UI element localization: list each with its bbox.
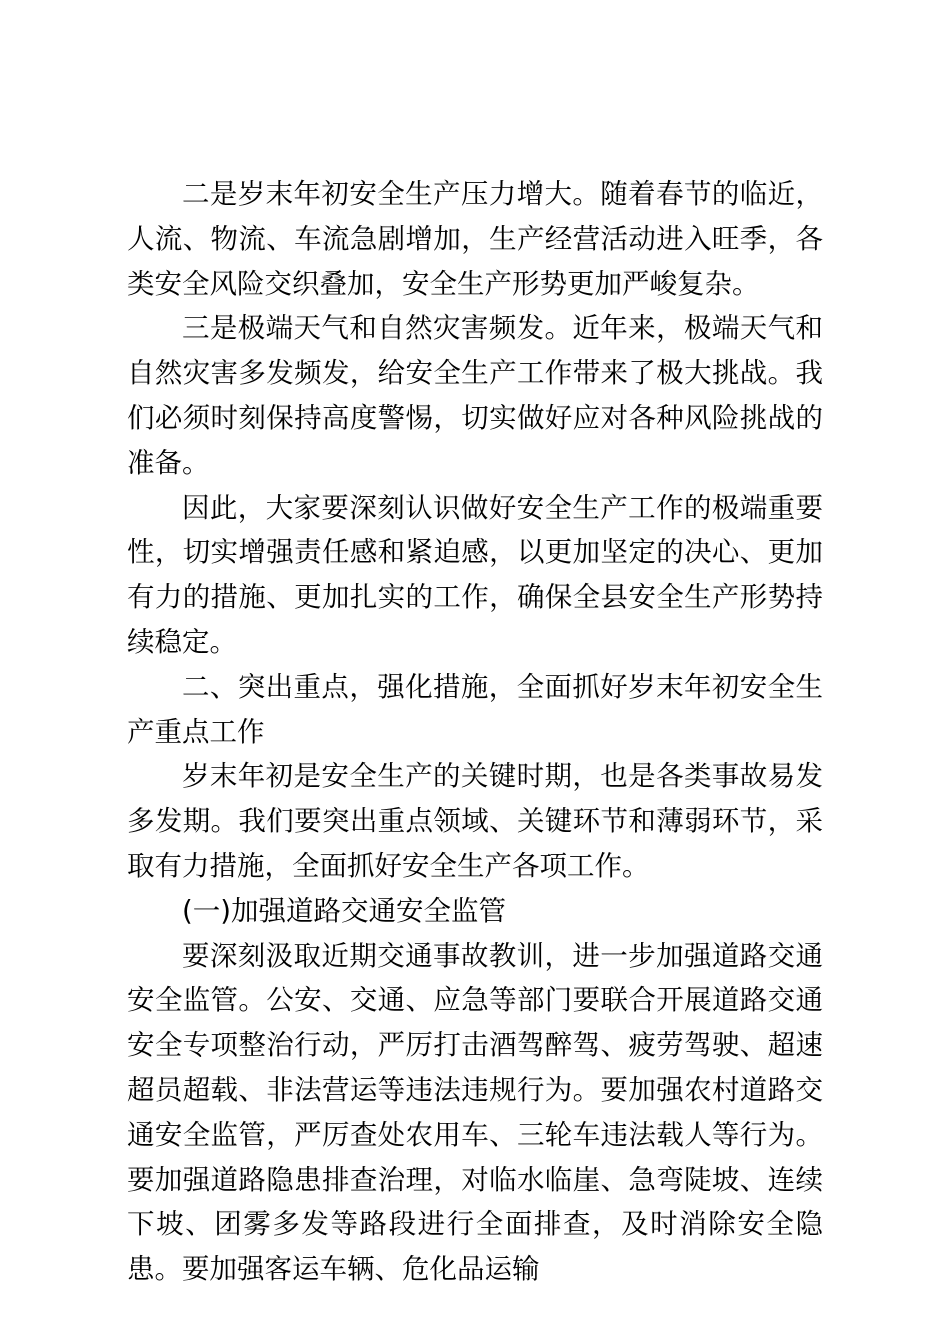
paragraph-extreme-weather: 三是极端天气和自然灾害频发。近年来，极端天气和自然灾害多发频发，给安全生产工作带来了极大挑战。我们必须时刻保持高度警惕，切实做好应对各种风险挑战的准备。 (127, 312, 823, 479)
paragraph-key-period: 岁末年初是安全生产的关键时期，也是各类事故易发多发期。我们要突出重点领域、关键环节和薄弱环节，采取有力措施，全面抓好安全生产各项工作。 (127, 760, 823, 882)
subsection-heading-road-traffic: (一)加强道路交通安全监管 (182, 894, 506, 927)
section-heading-two: 二、突出重点，强化措施，全面抓好岁末年初安全生产重点工作 (127, 670, 823, 748)
paragraph-year-end-pressure: 二是岁末年初安全生产压力增大。随着春节的临近，人流、物流、车流急剧增加，生产经营活动进入旺季，各类安全风险交织叠加，安全生产形势更加严峻复杂。 (127, 178, 823, 300)
paragraph-road-traffic-supervision: 要深刻汲取近期交通事故教训，进一步加强道路交通安全监管。公安、交通、应急等部门要联合开展道路交通安全专项整治行动，严厉打击酒驾醉驾、疲劳驾驶、超速超员超载、非法营运等违法违规行为。要加强农村道路交通安全监管，严厉查处农用车、三轮车违法载人等行为。要加强道路隐患排查治理，对临水临崖、急弯陡坡、连续下坡、团雾多发等路段进行全面排查，及时消除安全隐患。要加强客运车辆、危化品运输 (127, 939, 823, 1286)
paragraph-therefore: 因此，大家要深刻认识做好安全生产工作的极端重要性，切实增强责任感和紧迫感，以更加坚定的决心、更加有力的措施、更加扎实的工作，确保全县安全生产形势持续稳定。 (127, 491, 823, 658)
document-body (127, 172, 823, 1292)
